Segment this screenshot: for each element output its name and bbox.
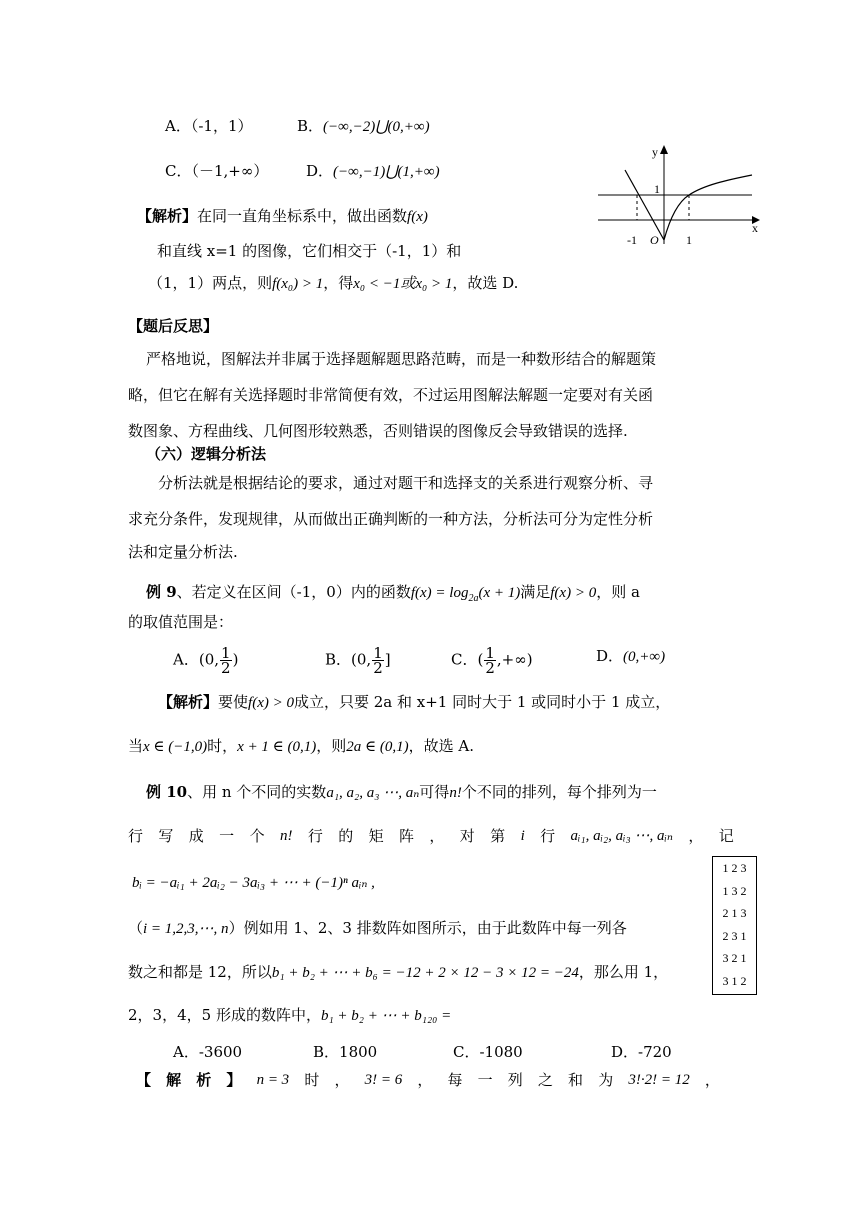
q8-analysis-line3 [148, 273, 518, 294]
spaced-word: ， [417, 1071, 433, 1089]
spaced-word: 行 [128, 827, 144, 845]
reflection-line2: 略，但它在解有关选择题时非常简便有效，不过运用图解法解题一定要对有关函 [128, 386, 654, 404]
ex9-analysis-text2a: 当 [128, 737, 144, 755]
q8-analysis-math3b: x₀ < −1或x₀ > 1 [353, 276, 453, 292]
ex9-text1c: ，则 a [596, 583, 640, 601]
ex10-line5 [128, 962, 668, 983]
matrix-row: 3 2 1 [722, 951, 747, 965]
spaced-word: ， [688, 827, 704, 845]
spaced-word: 时 [304, 1071, 320, 1089]
ex9-text1a: 、若定义在区间（-1，0）内的函数 [176, 583, 411, 601]
fraction-half: $\frac{1}{2}$ [485, 644, 495, 677]
spaced-word: 列 [507, 1071, 523, 1089]
spaced-word: 解 [166, 1071, 182, 1089]
q8-analysis-text1: 在同一直角坐标系中，做出函数 [197, 207, 408, 225]
ex10-option-c: C．-1080 [453, 1043, 523, 1061]
curve-left-branch [625, 170, 664, 240]
q8-option-b-math: (−∞,−2)⋃(0,+∞) [323, 119, 430, 135]
matrix-row: 3 1 2 [722, 973, 747, 988]
ex9-analysis-text2c: ，则 [316, 737, 347, 755]
ex9-line1 [146, 582, 640, 609]
q8-analysis-text3c: ，故选 D. [452, 274, 519, 292]
ex10-text5b: ，那么用 1， [578, 963, 669, 981]
ex10-line1 [146, 782, 657, 803]
spaced-word: 记 [718, 827, 734, 845]
reflection-title: 【题后反思】 [128, 317, 219, 335]
q8-analysis-line1 [137, 206, 428, 227]
q8-option-d [306, 161, 440, 182]
ex10-line4 [128, 918, 627, 939]
permutation-matrix [712, 856, 757, 995]
ex10-math1: a₁, a₂, a₃ ⋯, aₙ [326, 785, 420, 801]
ex9-option-b-label: B． [325, 650, 352, 669]
ex9-option-a: A．(0, $\frac{1}{2}$ ) [173, 644, 239, 677]
ex9-option-b: B．(0, $\frac{1}{2}$ ] [325, 644, 391, 677]
spaced-word: aᵢ₁, aᵢ₂, aᵢ₃ ⋯, aᵢₙ [570, 828, 673, 844]
spaced-word: 之 [537, 1071, 553, 1089]
origin-label: O [650, 233, 659, 247]
matrix-row: 2 1 3 [722, 906, 747, 920]
spaced-word: ， [704, 1071, 720, 1089]
spaced-word: 对 [459, 827, 475, 845]
y-tick-1: 1 [654, 182, 660, 196]
ex10-math-bi: bᵢ = −aᵢ₁ + 2aᵢ₂ − 3aᵢ₃ + ⋯ + (−1)ⁿ aᵢₙ , [132, 875, 375, 891]
q8-analysis-text3b: ，得 [323, 274, 354, 292]
spaced-word: 的 [338, 827, 354, 845]
ex9-option-d [596, 646, 665, 667]
ex9-option-a-label: A． [173, 650, 199, 669]
q8-analysis-text3a: （1，1）两点，则 [148, 274, 273, 292]
ex10-text5a: 数之和都是 12，所以 [128, 963, 272, 981]
spaced-word: 写 [158, 827, 174, 845]
ex10-text1c: 个不同的排列，每个排列为一 [461, 783, 657, 801]
section6-line2: 求充分条件，发现规律，从而做出正确判断的一种方法，分析法可分为定性分析 [128, 510, 654, 528]
curve-right-branch [664, 175, 752, 240]
ex10-math4: i = 1,2,3,⋯, n [143, 921, 229, 937]
analysis-tag: 【解析】 [137, 207, 198, 225]
ex9-text1b: 满足 [520, 583, 551, 601]
ex10-math2: n! [449, 785, 462, 801]
spaced-word: ， [429, 827, 445, 845]
function-graph [592, 140, 764, 250]
spaced-word: 【 [136, 1071, 152, 1089]
q8-analysis-math1: f(x) [407, 209, 428, 225]
ex9-option-d-label: D． [596, 647, 624, 665]
analysis-tag: 【解析】 [158, 693, 219, 711]
ex9-option-c: C．( $\frac{1}{2}$ ,+∞) [451, 644, 533, 677]
ex9-analysis-line2 [128, 736, 474, 757]
ex9-math-cond: f(x) > 0 [550, 585, 597, 601]
ex9-analysis-math2b: x + 1 ∈ (0,1) [237, 739, 317, 755]
x-axis-label: x [752, 221, 758, 235]
ex9-analysis-math1: f(x) > 0 [248, 695, 294, 711]
matrix-row: 1 3 2 [722, 883, 747, 898]
q8-option-d-math: (−∞,−1)⋃(1,+∞) [333, 164, 440, 180]
x-tick-1: 1 [686, 233, 692, 247]
q8-option-a: A．（-1，1） [165, 117, 253, 135]
q8-analysis-math3a: f(x₀) > 1 [272, 276, 324, 292]
ex9-analysis-line1 [158, 692, 670, 713]
q8-option-c: C．（－1,+∞） [165, 162, 269, 180]
ex10-text4a: （ [128, 919, 144, 937]
ex10-math6: b₁ + b₂ + ⋯ + b₁₂₀ = [320, 1008, 452, 1024]
q8-analysis-line2: 和直线 x=1 的图像，它们相交于（-1，1）和 [157, 242, 462, 260]
spaced-word: 行 [540, 827, 556, 845]
ex10-text1b: 可得 [419, 783, 450, 801]
spaced-word: 行 [307, 827, 323, 845]
ex9-analysis-text1b: 成立，只要 2a 和 x+1 同时大于 1 或同时小于 1 成立， [293, 693, 671, 711]
ex10-label: 例 10 [146, 783, 188, 801]
ex10-option-d: D．-720 [611, 1043, 672, 1061]
ex10-line3 [132, 872, 375, 893]
spaced-word: 矩 [368, 827, 384, 845]
ex10-text1a: 、用 n 个不同的实数 [187, 783, 327, 801]
spaced-word: 成 [188, 827, 204, 845]
ex10-math5: b₁ + b₂ + ⋯ + b₆ = −12 + 2 × 12 − 3 × 12 = −24 [271, 965, 579, 981]
spaced-word: 个 [249, 827, 265, 845]
ex9-analysis-text1a: 要使 [218, 693, 249, 711]
spaced-word: 每 [447, 1071, 463, 1089]
y-axis-arrow [660, 145, 668, 154]
reflection-line3: 数图象、方程曲线、几何图形较熟悉，否则错误的图像反会导致错误的选择. [128, 422, 628, 440]
ex9-analysis-math2a: x ∈ (−1,0) [143, 739, 208, 755]
q8-option-b-label: B． [297, 117, 324, 135]
ex9-analysis-text2b: 时， [207, 737, 238, 755]
ex9-option-d-math: (0,+∞) [623, 649, 666, 665]
spaced-word: n = 3 [256, 1072, 290, 1088]
q8-option-d-label: D． [306, 162, 334, 180]
ex9-math-log-arg: (x + 1) [478, 585, 521, 601]
matrix-row: 2 3 1 [722, 928, 747, 943]
x-tick-minus-1: -1 [627, 233, 637, 247]
spaced-word: ， [334, 1071, 350, 1089]
reflection-line1: 严格地说，图解法并非属于选择题解题思路范畴，而是一种数形结合的解题策 [146, 350, 657, 368]
spaced-word: 3!·2! = 12 [628, 1072, 690, 1088]
spaced-word: 一 [477, 1071, 493, 1089]
ex10-line6 [128, 1005, 451, 1026]
ex10-option-a: A．-3600 [173, 1043, 243, 1061]
section6-title: （六）逻辑分析法 [146, 445, 267, 463]
spaced-word: i [520, 828, 525, 844]
spaced-word: 和 [568, 1071, 584, 1089]
matrix-row: 1 2 3 [722, 861, 747, 875]
ex9-option-c-label: C． [451, 650, 478, 669]
spaced-word: 3! = 6 [364, 1072, 403, 1088]
ex9-analysis-math2c: 2a ∈ (0,1) [346, 739, 409, 755]
section6-line3: 法和定量分析法. [128, 543, 238, 561]
ex9-math-log: f(x) = log [410, 585, 469, 601]
ex9-line2: 的取值范围是： [128, 613, 234, 631]
fraction-half: $\frac{1}{2}$ [221, 644, 231, 677]
section6-line1: 分析法就是根据结论的要求，通过对题干和选择支的关系进行观察分析、寻 [158, 474, 654, 492]
q8-option-b [297, 116, 430, 137]
ex10-text6a: 2，3，4，5 形成的数阵中， [128, 1006, 321, 1024]
ex10-line2 [128, 826, 734, 846]
ex9-analysis-text2d: ，故选 A. [408, 737, 475, 755]
fraction-half: $\frac{1}{2}$ [373, 644, 383, 677]
ex9-math-log-base: 2a [468, 593, 479, 604]
y-axis-label: y [652, 145, 658, 159]
ex9-label: 例 9 [146, 583, 177, 601]
ex10-option-b: B．1800 [313, 1043, 378, 1061]
spaced-word: 为 [598, 1071, 614, 1089]
spaced-word: 一 [219, 827, 235, 845]
ex10-analysis-line [136, 1070, 720, 1090]
spaced-word: 】 [226, 1071, 242, 1089]
spaced-word: 第 [490, 827, 506, 845]
spaced-word: 阵 [399, 827, 415, 845]
spaced-word: n! [279, 828, 293, 844]
spaced-word: 析 [196, 1071, 212, 1089]
ex10-text4b: ）例如用 1、2、3 排数阵如图所示，由于此数阵中每一列各 [228, 919, 627, 937]
